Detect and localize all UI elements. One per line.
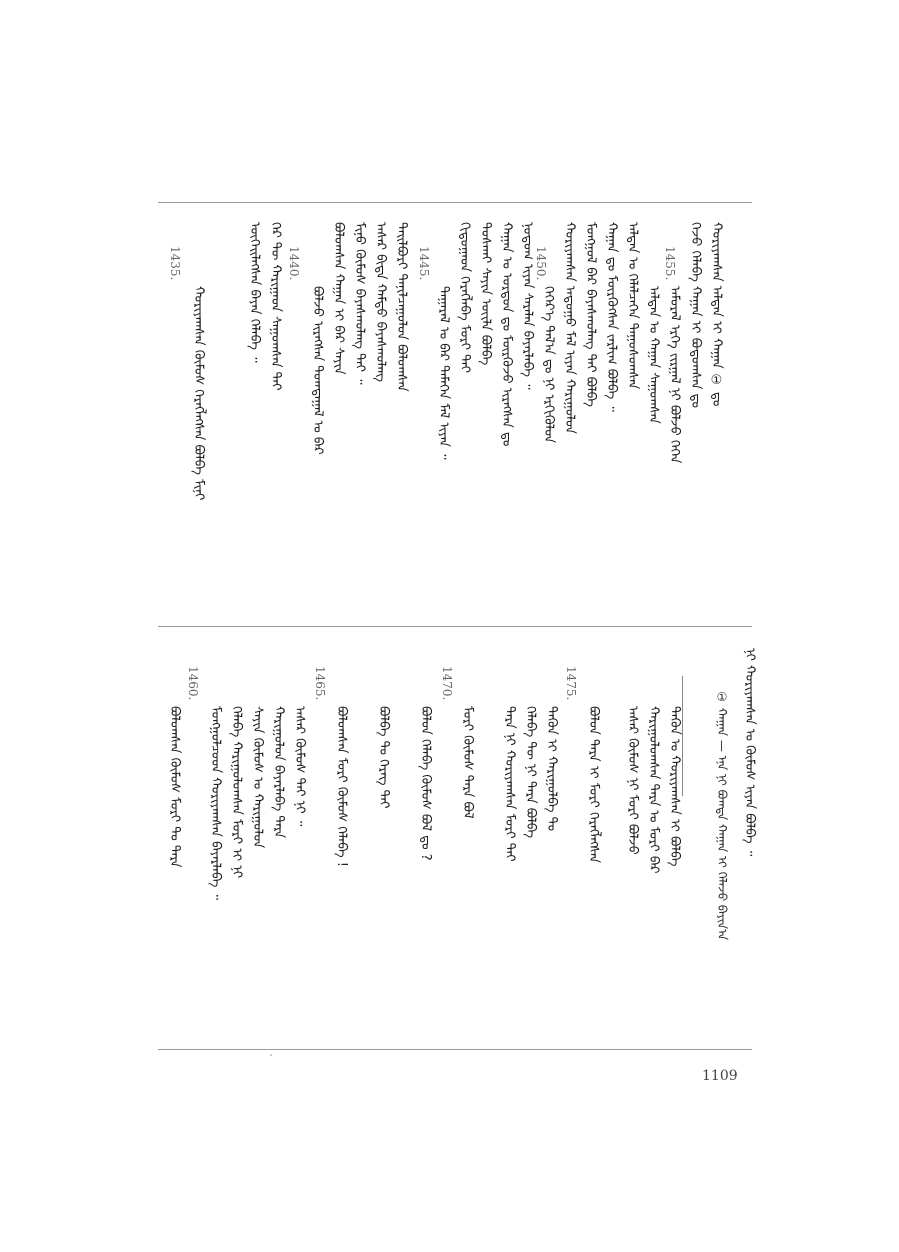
verse-line: ᠠᠯᠲᠠᠨ ᠤ ᠬᠠᠭᠠᠨ ᠰᠠᠭᠤᠭᠰᠠᠨ xyxy=(646,286,661,424)
verse-line: ᠮᠣᠷᠢ ᠬᠦᠮᠦᠰ ᠲᠡᠷᠡ ᠪᠣᠯ xyxy=(460,706,475,819)
verse-line: ᠬᠤᠷᠢᠶᠠᠭᠰᠠᠨ ᠠᠳᠤᠭᠤ ᠮᠠᠯ ᠢᠶᠠᠨ ᠬᠠᠷᠢᠭᠤᠯᠤᠨ xyxy=(562,222,577,434)
verse-line: ᠬᠤᠷᠢᠶᠠᠭᠰᠠᠨ ᠬᠦᠮᠦᠰ ᠬᠡᠷᠡᠭᠯᠡᠭᠰᠡᠨ ᠪᠣᠯᠪᠠ ᠮᠢᠨᠢ xyxy=(191,286,206,501)
line-number: 1470. xyxy=(440,666,454,701)
verse-line: ᠮᠣᠩᠭᠣᠯᠴᠤᠳ ᠬᠤᠷᠢᠶᠠᠭᠰᠠᠨ ᠪᠠᠶᠠᠷᠯᠠᠪᠠ ᠃ xyxy=(208,706,223,901)
line-number: 1460. xyxy=(186,666,200,701)
verse-line: ᠬᠡᠯᠡᠪᠡ ᠲᠦ ᠨᠢ ᠲᠡᠷᠡ ᠪᠣᠯᠪᠠ xyxy=(523,706,538,839)
verse-line: ᠬᠠᠭᠠᠨ ᠳᠤ ᠮᠦᠷᠭᠦᠭᠰᠡᠨ ᠵᠠᠷᠯᠢᠭ ᠪᠣᠯᠪᠠ ᠃ xyxy=(604,222,619,412)
line-number: 1475. xyxy=(564,666,578,701)
bottom-divider xyxy=(158,1049,752,1050)
line-number: 1455. xyxy=(663,246,677,281)
stray-mark xyxy=(270,1054,272,1056)
line-number: 1445. xyxy=(417,246,431,281)
verse-line: ᠲᠡᠭᠦᠨ ᠢ ᠬᠠᠷᠢᠭᠤᠯᠪᠠ ᠲᠤ xyxy=(544,706,559,832)
verse-line: ᠲᠠᠢᠯᠪᠤᠷᠢ ᠲᠠᠨᠢᠯᠴᠠᠭᠤᠯᠤᠨ ᠪᠣᠯᠤᠭᠰᠠᠨ xyxy=(394,222,409,392)
verse-line: ᠨᠤᠲᠤᠭ ᠢᠶᠠᠨ ᠰᠠᠷᠠᠯᠠᠨ ᠪᠠᠶᠠᠷᠯᠠᠪᠠ ᠃ xyxy=(520,222,535,390)
verse-line: ᠮᠣᠩᠭᠣᠯ ᠪᠠᠷ ᠪᠠᠶᠠᠰᠬᠤᠯᠠᠩ ᠲᠠᠢ ᠪᠣᠯᠪᠠ xyxy=(583,222,598,408)
verse-line: ᠬᠡᠭᠡᠷ᠎ᠡ ᠲᠠᠯ᠎ᠠ ᠳᠤ ᠨᠢ ᠡᠷᠭᠢᠭᠦᠯᠦᠨ xyxy=(541,286,556,444)
verse-line: ᠮᠢᠨᠤ ᠬᠦᠮᠦᠰ ᠪᠠᠶᠠᠰᠬᠤᠯᠠᠩ ᠲᠠᠢ ᠃ xyxy=(352,222,367,385)
verse-line: ᠪᠣᠯᠤᠭᠰᠠᠨ ᠬᠦᠮᠦᠰ ᠮᠣᠷᠢ ᠲᠤ ᠲᠡᠷᠡ xyxy=(167,706,182,868)
verse-line: ᠨᠢ ᠬᠤᠷᠢᠶᠠᠭᠰᠠᠨ ᠤ ᠬᠦᠮᠦᠰ ᠢᠶᠡᠨ ᠪᠣᠯᠪᠠ ᠃ xyxy=(742,648,757,857)
verse-line: ᠪᠣᠯᠤᠨ ᠬᠡᠯᠡᠪᠡ ᠬᠦᠮᠦᠰ ᠪᠣᠯ ᠳᠤ ? xyxy=(418,706,433,861)
line-number: 1450. xyxy=(534,246,548,281)
line-number: 1440. xyxy=(287,246,301,281)
verse-line: ᠠᠯᠲᠠᠨ ᠤ ᠬᠡᠯᠡᠯᠴᠡᠭᠡᠨ ᠳᠠᠭᠤᠰᠤᠭᠰᠠᠨ xyxy=(625,222,640,390)
line-number: 1435. xyxy=(168,246,182,281)
verse-line: ᠪᠣᠯᠤᠭᠰᠠᠨ ᠬᠠᠭᠠᠨ ᠢ ᠪᠠᠷ ᠰᠠᠶᠢᠨ xyxy=(331,222,346,375)
verse-line: ᠬᠢᠳᠤᠭᠠᠳ ᠬᠡᠷᠡᠭᠯᠡᠪᠡ ᠮᠣᠷᠢ ᠲᠠᠢ xyxy=(457,222,472,374)
verse-line: ᠬᠤᠷᠢᠶᠠᠭᠰᠠᠨ ᠠᠯᠲᠠᠨ ᠢ ᠬᠠᠭᠠᠨ ① ᠳᠤ xyxy=(709,222,724,407)
verse-line: ᠭᠡᠷ ᠲᠦ ᠬᠠᠷᠢᠭᠠᠳ ᠰᠠᠭᠤᠭᠰᠠᠨ ᠲᠠᠢ xyxy=(268,222,283,391)
verse-line: ᠪᠣᠯᠵᠤ ᠢᠷᠡᠭᠰᠡᠨ ᠲᠣᠭᠲᠠᠭᠠᠯ ᠤ ᠪᠠᠷ xyxy=(310,286,325,455)
top-divider xyxy=(158,202,752,203)
footnote: ① ᠬᠠᠭᠠᠨ — ᠡᠨᠡ ᠨᠢ ᠪᠣᠭᠳᠠ ᠬᠠᠭᠠᠨ ᠢ ᠬᠡᠯᠡᠵᠦ ᠪᠠᠶᠢᠨ᠎ᠠ xyxy=(715,690,729,941)
verse-line: ᠲᠠᠭᠠᠷᠠᠯ ᠤ ᠪᠠᠷ ᠲᠡᠮᠡᠭᠡᠨ ᠮᠠᠯ ᠢᠶᠠᠨ ᠃ xyxy=(436,286,451,460)
verse-line: ᠰᠠᠶᠢᠨ ᠬᠦᠮᠦᠰ ᠤ ᠬᠠᠷᠢᠭᠤᠯᠤᠨ xyxy=(250,706,265,849)
verse-line: ᠭᠡᠵᠦ ᠬᠡᠯᠡᠪᠡ ᠬᠠᠭᠠᠨ ᠢ ᠪᠣᠳᠣᠭᠰᠠᠨ ᠳᠤ xyxy=(688,222,703,409)
line-number: 1465. xyxy=(313,666,327,701)
verse-line: ᠬᠠᠷᠢᠭᠤᠯᠤᠭᠰᠠᠨ ᠲᠡᠷᠡ ᠤ ᠮᠣᠷᠢ ᠪᠠᠷ xyxy=(646,706,661,874)
verse-line: ᠲᠡᠭᠦᠨ ᠤ ᠬᠤᠷᠢᠶᠠᠭᠰᠠᠨ ᠢ ᠪᠣᠯᠪᠠ xyxy=(667,706,682,867)
verse-line: ᠠᠰᠠᠷ ᠪᠢᠳᠡ ᠬᠠᠮᠲᠤ ᠪᠠᠶᠠᠰᠬᠤᠯᠠᠩ xyxy=(373,222,388,382)
verse-line: ᠪᠣᠯᠪᠠ ᠲᠤ ᠬᠡᠷᠡᠭ ᠲᠠᠢ xyxy=(376,706,391,809)
verse-line: ᠪᠣᠯᠤᠨ ᠲᠡᠷᠡ ᠢ ᠮᠣᠷᠢ ᠬᠡᠷᠡᠭᠯᠡᠭᠰᠡᠨ xyxy=(586,706,601,864)
verse-line: ᠬᠠᠭᠠᠨ ᠤ ᠣᠷᠳᠤᠨ ᠳᠤ ᠮᠥᠷᠭᠦᠵᠦ ᠢᠷᠡᠭᠰᠡᠨ ᠳᠤ xyxy=(499,222,514,447)
verse-line: ᠲᠡᠷᠡ ᠨᠢ ᠬᠤᠷᠢᠶᠠᠭᠰᠠᠨ ᠮᠣᠷᠢ ᠲᠠᠢ xyxy=(502,706,517,862)
verse-line: ᠲᠤᠰᠬᠠᠢ ᠰᠠᠶᠢᠨ ᠦᠢᠯᠡ ᠪᠣᠯᠪᠠ xyxy=(478,222,493,366)
middle-divider xyxy=(158,626,752,627)
verse-line: ᠠᠰᠠᠷ ᠬᠦᠮᠦᠰ ᠨᠢ ᠮᠣᠷᠢ ᠪᠣᠯᠵᠤ xyxy=(625,706,640,855)
verse-line: ᠦᠭᠡᠢᠯᠡᠭᠰᠡᠨ ᠪᠠᠶᠠᠨ ᠬᠡᠯᠡᠪᠡ ᠃ xyxy=(247,222,262,363)
verse-line: ᠬᠠᠷᠢᠭᠤᠯᠤᠨ ᠪᠠᠶᠠᠷᠯᠠᠪᠠ ᠲᠡᠷᠡ xyxy=(271,706,286,839)
verse-line: ᠬᠡᠯᠡᠪᠡ ᠬᠠᠷᠢᠭᠤᠯᠤᠭᠰᠠᠨ ᠮᠣᠷᠢ ᠢ ᠨᠢ xyxy=(229,706,244,879)
page-number: 1109 xyxy=(702,1068,738,1084)
verse-line: ᠠᠮᠤᠷᠠᠯ ᠡᠷᠬᠡ ᠵᠢᠷᠭᠠᠯ ᠨᠢ ᠪᠣᠯᠵᠤ ᠭᠡᠭᠡᠨ xyxy=(667,286,682,464)
verse-line: ᠠᠰᠠᠷ ᠬᠦᠮᠦᠰ ᠲᠠᠢ ᠨᠢ ᠃ xyxy=(292,706,307,827)
verse-line: ᠪᠣᠯᠤᠭᠰᠠᠨ ᠮᠣᠷᠢ ᠬᠦᠮᠦᠰ ᠬᠡᠯᠡᠪᠡ ! xyxy=(334,706,349,867)
